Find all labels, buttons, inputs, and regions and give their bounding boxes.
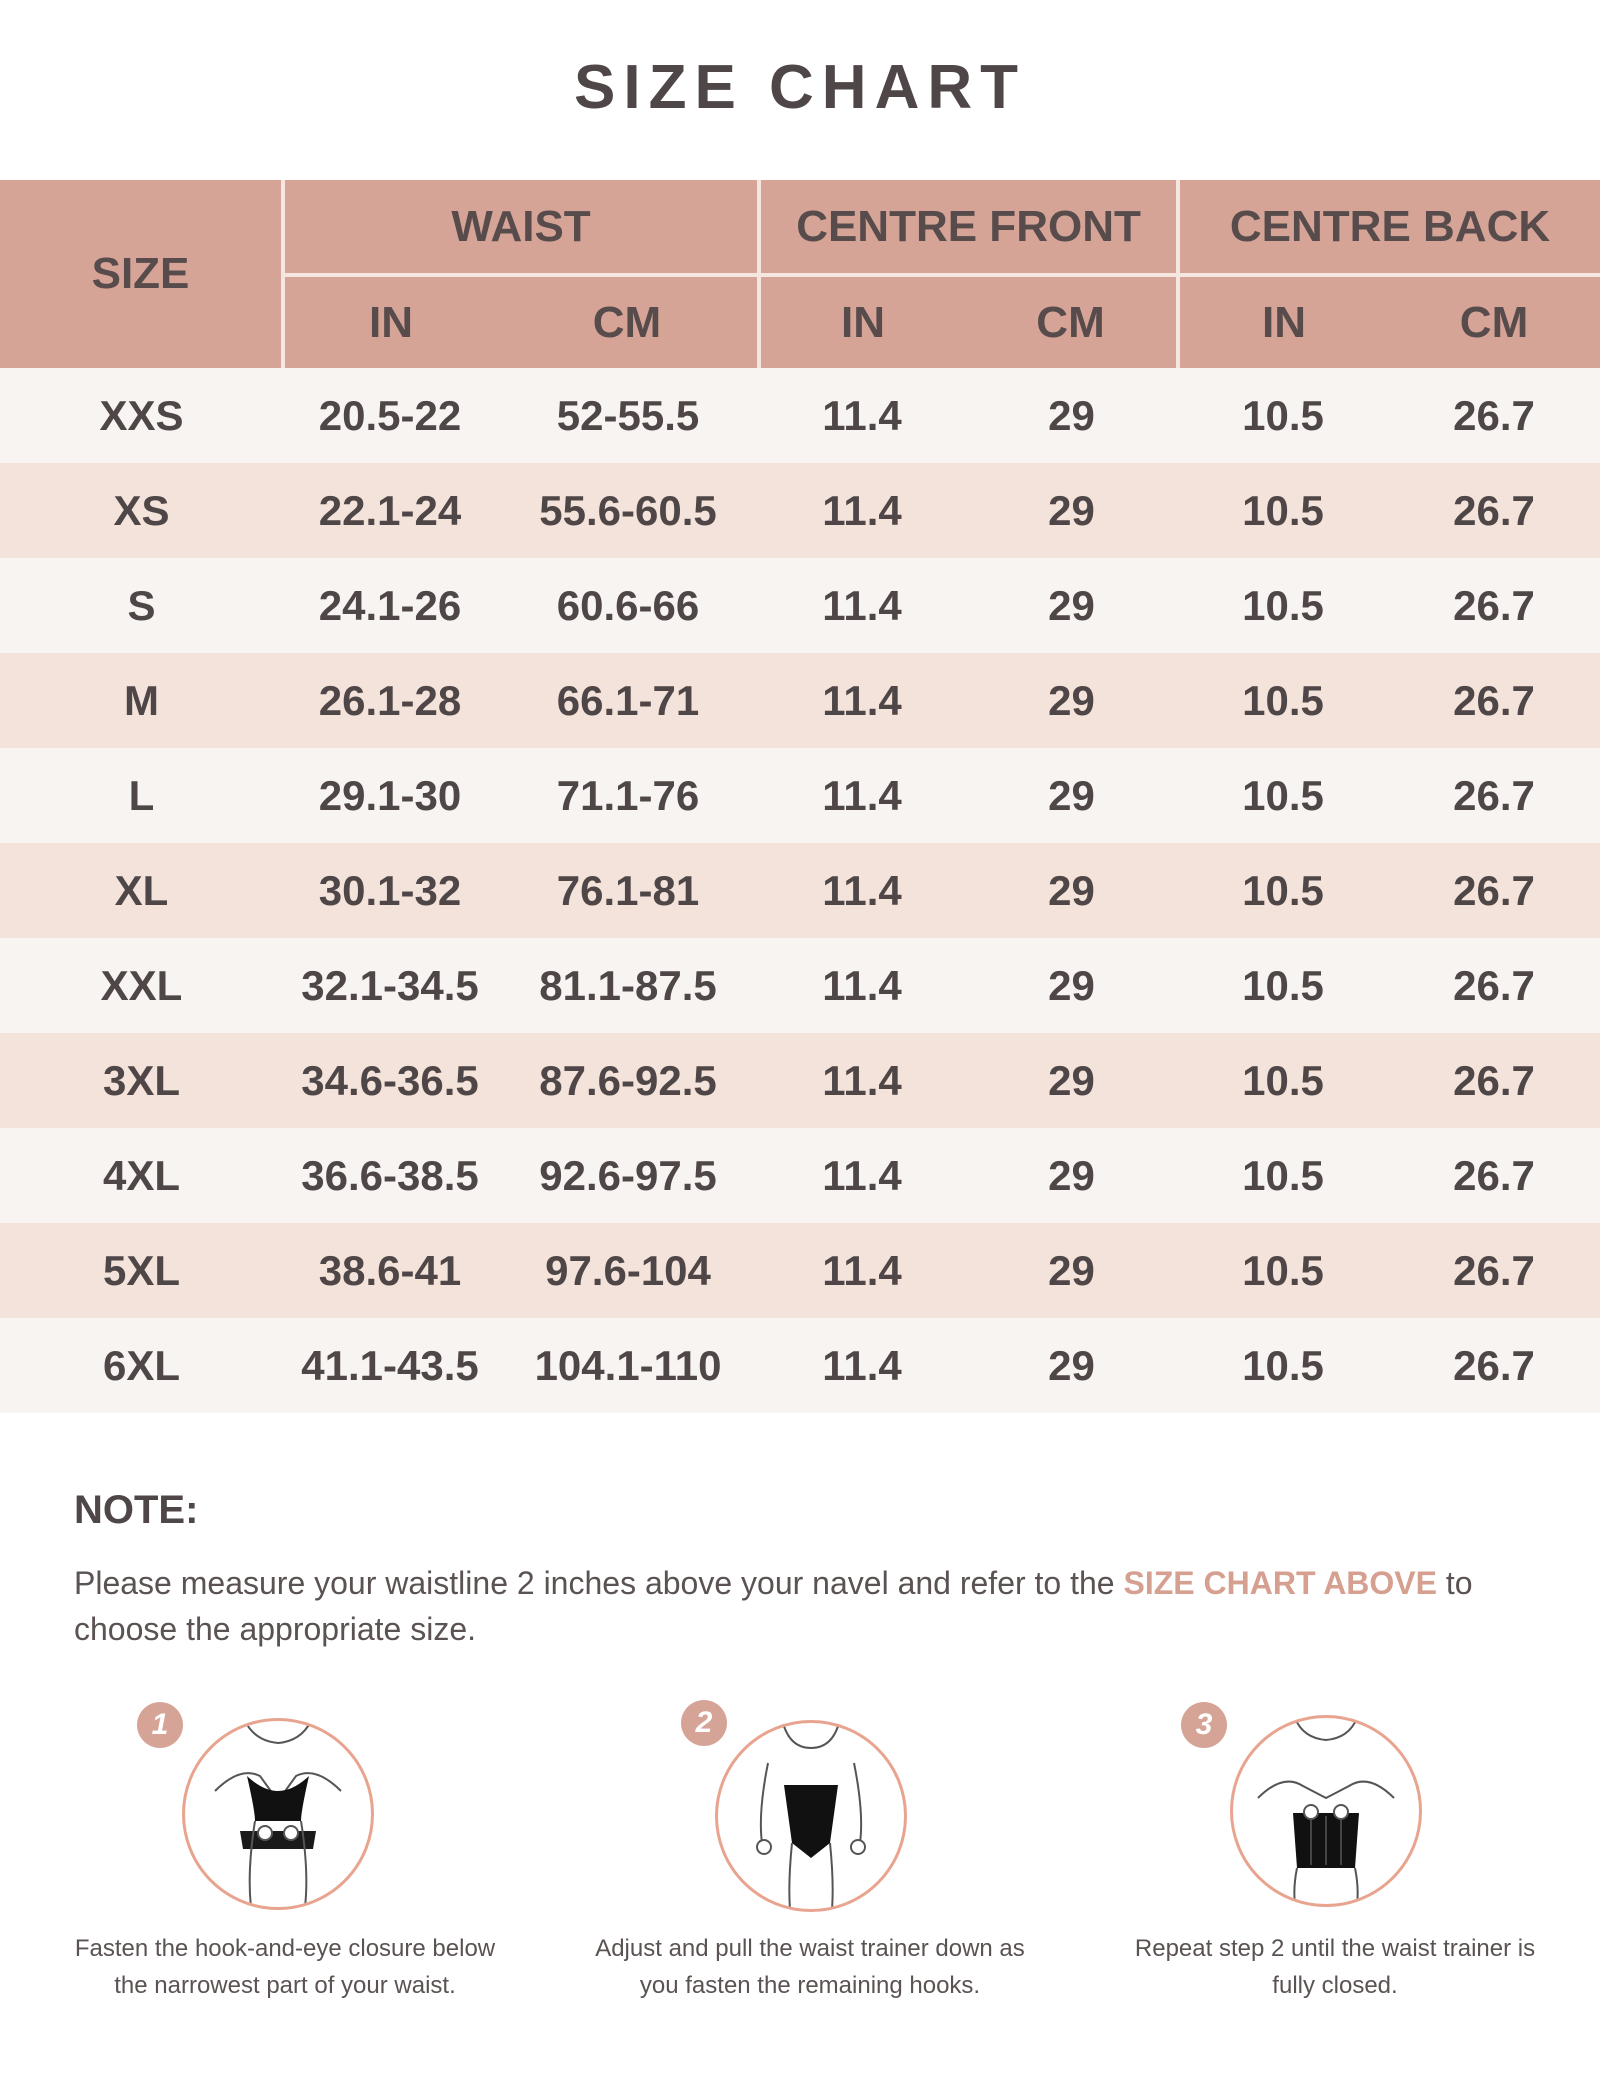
waist-in-cell: 38.6-41 <box>283 1223 497 1318</box>
size-table-body <box>0 368 1600 1413</box>
waist-cm-header: CM <box>497 275 759 368</box>
waist-in-cell: 29.1-30 <box>283 748 497 843</box>
step-2-caption-line-1: Adjust and pull the waist trainer down as <box>595 1935 1025 1962</box>
table-row <box>0 1223 1600 1318</box>
page-title: SIZE CHART <box>574 53 1026 122</box>
front-in-cell: 11.4 <box>759 1128 965 1223</box>
back-cm-cell: 26.7 <box>1388 1318 1600 1413</box>
front-in-cell: 11.4 <box>759 653 965 748</box>
back-in-cell: 10.5 <box>1178 368 1388 463</box>
table-row <box>0 1318 1600 1413</box>
note-text-end: to choose the appropriate size. <box>74 1565 1473 1647</box>
size-cell: M <box>0 653 283 748</box>
step-3-number: 3 <box>1181 1702 1227 1748</box>
back-in-cell: 10.5 <box>1178 1128 1388 1223</box>
back-in-cell: 10.5 <box>1178 843 1388 938</box>
front-in-cell: 11.4 <box>759 843 965 938</box>
size-header: SIZE <box>0 180 283 368</box>
back-cm-header: CM <box>1388 275 1600 368</box>
front-cm-cell: 29 <box>965 1223 1178 1318</box>
fasten-closure-illustration <box>182 1718 374 1910</box>
front-in-cell: 11.4 <box>759 938 965 1033</box>
waist-cm-cell: 52-55.5 <box>497 368 759 463</box>
front-cm-cell: 29 <box>965 1318 1178 1413</box>
note-title: NOTE: <box>74 1488 199 1532</box>
table-row <box>0 463 1600 558</box>
front-cm-cell: 29 <box>965 843 1178 938</box>
front-cm-cell: 29 <box>965 1033 1178 1128</box>
front-in-header: IN <box>759 275 965 368</box>
step-3 <box>1105 1700 1565 2000</box>
back-cm-cell: 26.7 <box>1388 748 1600 843</box>
front-cm-cell: 29 <box>965 1128 1178 1223</box>
step-2-caption-line-2: you fasten the remaining hooks. <box>639 1972 981 1999</box>
waist-cm-cell: 76.1-81 <box>497 843 759 938</box>
step-1-caption-line-2: the narrowest part of your waist. <box>114 1972 456 1999</box>
front-in-cell: 11.4 <box>759 558 965 653</box>
waist-in-cell: 34.6-36.5 <box>283 1033 497 1128</box>
size-cell: XL <box>0 843 283 938</box>
back-cm-cell: 26.7 <box>1388 463 1600 558</box>
waist-cm-cell: 66.1-71 <box>497 653 759 748</box>
note-highlight: SIZE CHART ABOVE <box>1123 1565 1437 1601</box>
table-row <box>0 653 1600 748</box>
centre-back-header: CENTRE BACK <box>1178 180 1600 275</box>
front-cm-header: CM <box>965 275 1178 368</box>
waist-in-header: IN <box>283 275 497 368</box>
waist-in-cell: 26.1-28 <box>283 653 497 748</box>
front-in-cell: 11.4 <box>759 463 965 558</box>
front-in-cell: 11.4 <box>759 1223 965 1318</box>
step-2-caption <box>580 1930 1040 2004</box>
back-in-cell: 10.5 <box>1178 558 1388 653</box>
waist-in-cell: 24.1-26 <box>283 558 497 653</box>
back-cm-cell: 26.7 <box>1388 938 1600 1033</box>
waist-cm-cell: 81.1-87.5 <box>497 938 759 1033</box>
back-in-cell: 10.5 <box>1178 653 1388 748</box>
size-cell: L <box>0 748 283 843</box>
table-row <box>0 1033 1600 1128</box>
front-cm-cell: 29 <box>965 368 1178 463</box>
back-in-cell: 10.5 <box>1178 748 1388 843</box>
waist-in-cell: 41.1-43.5 <box>283 1318 497 1413</box>
waist-cm-cell: 87.6-92.5 <box>497 1033 759 1128</box>
back-cm-cell: 26.7 <box>1388 843 1600 938</box>
back-cm-cell: 26.7 <box>1388 1033 1600 1128</box>
table-row <box>0 938 1600 1033</box>
front-cm-cell: 29 <box>965 653 1178 748</box>
front-in-cell: 11.4 <box>759 368 965 463</box>
size-cell: S <box>0 558 283 653</box>
waist-in-cell: 22.1-24 <box>283 463 497 558</box>
waist-cm-cell: 97.6-104 <box>497 1223 759 1318</box>
waist-in-cell: 20.5-22 <box>283 368 497 463</box>
waist-in-cell: 30.1-32 <box>283 843 497 938</box>
centre-front-header: CENTRE FRONT <box>759 180 1178 275</box>
step-2-number: 2 <box>681 1700 727 1746</box>
step-3-caption-line-1: Repeat step 2 until the waist trainer is <box>1134 1935 1536 1962</box>
table-row <box>0 748 1600 843</box>
back-in-cell: 10.5 <box>1178 1033 1388 1128</box>
size-cell: 6XL <box>0 1318 283 1413</box>
pull-down-illustration <box>715 1720 907 1912</box>
size-cell: XXL <box>0 938 283 1033</box>
back-cm-cell: 26.7 <box>1388 558 1600 653</box>
back-cm-cell: 26.7 <box>1388 653 1600 748</box>
size-cell: XXS <box>0 368 283 463</box>
size-cell: 3XL <box>0 1033 283 1128</box>
size-cell: 4XL <box>0 1128 283 1223</box>
back-cm-cell: 26.7 <box>1388 1223 1600 1318</box>
size-cell: XS <box>0 463 283 558</box>
table-row <box>0 1128 1600 1223</box>
back-cm-cell: 26.7 <box>1388 1128 1600 1223</box>
front-in-cell: 11.4 <box>759 1318 965 1413</box>
back-in-header: IN <box>1178 275 1388 368</box>
note-text-start: Please measure your waistline 2 inches above your navel and refer to the <box>74 1565 1124 1601</box>
waist-in-cell: 32.1-34.5 <box>283 938 497 1033</box>
front-cm-cell: 29 <box>965 558 1178 653</box>
waist-cm-cell: 60.6-66 <box>497 558 759 653</box>
step-1-caption <box>55 1930 515 2004</box>
waist-cm-cell: 104.1-110 <box>497 1318 759 1413</box>
back-cm-cell: 26.7 <box>1388 368 1600 463</box>
front-cm-cell: 29 <box>965 748 1178 843</box>
fully-closed-illustration <box>1230 1715 1422 1907</box>
waist-in-cell: 36.6-38.5 <box>283 1128 497 1223</box>
step-3-caption <box>1105 1930 1565 2004</box>
back-in-cell: 10.5 <box>1178 1223 1388 1318</box>
front-in-cell: 11.4 <box>759 1033 965 1128</box>
waist-header: WAIST <box>283 180 759 275</box>
back-in-cell: 10.5 <box>1178 463 1388 558</box>
table-row <box>0 368 1600 463</box>
back-in-cell: 10.5 <box>1178 938 1388 1033</box>
table-row <box>0 843 1600 938</box>
table-row <box>0 558 1600 653</box>
back-in-cell: 10.5 <box>1178 1318 1388 1413</box>
note-text <box>74 1560 1534 1652</box>
size-chart-table <box>0 180 1600 1413</box>
front-cm-cell: 29 <box>965 938 1178 1033</box>
size-cell: 5XL <box>0 1223 283 1318</box>
step-1-caption-line-1: Fasten the hook-and-eye closure below <box>74 1935 496 1962</box>
waist-cm-cell: 71.1-76 <box>497 748 759 843</box>
step-3-caption-line-2: fully closed. <box>1272 1972 1398 1999</box>
step-1 <box>55 1700 515 2000</box>
step-2 <box>580 1700 1040 2000</box>
waist-cm-cell: 92.6-97.5 <box>497 1128 759 1223</box>
front-cm-cell: 29 <box>965 463 1178 558</box>
waist-cm-cell: 55.6-60.5 <box>497 463 759 558</box>
step-1-number: 1 <box>137 1702 183 1748</box>
front-in-cell: 11.4 <box>759 748 965 843</box>
